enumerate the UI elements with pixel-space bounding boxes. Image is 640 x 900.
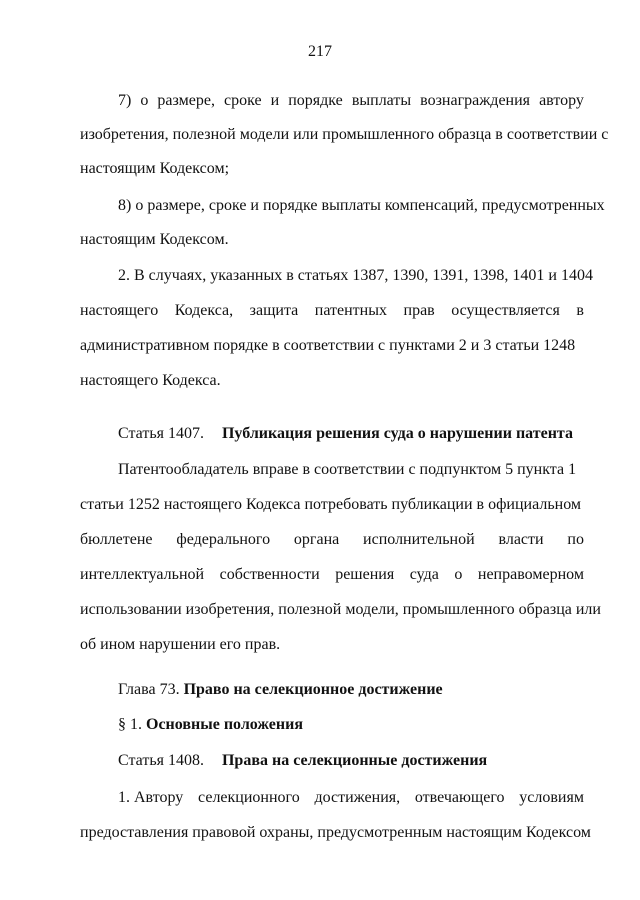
- chapter-title: Право на селекционное достижение: [183, 681, 443, 698]
- point-2-line-2: [80, 301, 584, 321]
- point-2-line-3: административном порядке в соответствии с пунктами 2 и 3 статьи 1248: [80, 337, 576, 354]
- article-1407-line-3: [80, 530, 584, 550]
- article-1407-line-5: использовании изобретения, полезной модели, промышленного образца или: [80, 601, 601, 618]
- article-title: Права на селекционные достижения: [221, 752, 488, 769]
- word: патентных: [314, 302, 387, 319]
- word: автору: [539, 92, 584, 109]
- article-1408-heading: [118, 751, 584, 771]
- word: органа: [293, 531, 340, 548]
- item-8-line-1: 8) о размере, сроке и порядке выплаты компенсаций, предусмотренных: [118, 197, 605, 214]
- point-2-line-4: настоящего Кодекса.: [80, 372, 221, 389]
- article-1407-line-1: Патентообладатель вправе в соответствии с подпунктом 5 пункта 1: [118, 461, 577, 478]
- chapter-heading: [118, 680, 584, 700]
- word: настоящего: [80, 302, 159, 319]
- section-title: Основные положения: [146, 716, 303, 733]
- word: селекционного: [198, 789, 300, 806]
- word: о: [140, 92, 149, 109]
- article-1407-line-4: [80, 565, 584, 585]
- point-2-line-1: 2. В случаях, указанных в статьях 1387, 1390, 1391, 1398, 1401 и 1404: [118, 267, 593, 284]
- word: собственности: [219, 566, 320, 583]
- word: в: [576, 302, 584, 319]
- section-heading: [118, 715, 584, 735]
- page-number: 217: [308, 43, 332, 60]
- word: выплаты: [351, 92, 412, 109]
- word: власти: [498, 531, 544, 548]
- word: достижения,: [314, 789, 401, 806]
- word: 7): [118, 92, 132, 109]
- word: и: [270, 92, 280, 109]
- section-label: § 1.: [118, 716, 142, 733]
- word: вознаграждения: [420, 92, 531, 109]
- word: защита: [249, 302, 299, 319]
- item-7-line-3: настоящим Кодексом;: [80, 160, 230, 177]
- word: условиям: [519, 789, 584, 806]
- word: интеллектуальной: [80, 566, 205, 583]
- article-title: Публикация решения суда о нарушении патента: [221, 425, 573, 442]
- item-7-line-1: [118, 91, 584, 111]
- word: бюллетене: [80, 531, 153, 548]
- word: 1. Автору: [118, 789, 184, 806]
- article-1408-line-2: предоставления правовой охраны, предусмотренным настоящим Кодексом: [80, 824, 591, 841]
- article-label: Статья 1408.: [118, 752, 204, 769]
- word: порядке: [288, 92, 343, 109]
- word: сроке: [224, 92, 262, 109]
- word: неправомерном: [477, 566, 584, 583]
- article-1407-line-6: об ином нарушении его прав.: [80, 636, 281, 653]
- word: суда: [409, 566, 439, 583]
- article-1407-heading: [118, 424, 584, 444]
- article-1407-line-2: статьи 1252 настоящего Кодекса потребовать публикации в официальном: [80, 496, 582, 513]
- word: о: [454, 566, 463, 583]
- word: прав: [403, 302, 435, 319]
- word: исполнительной: [363, 531, 475, 548]
- article-label: Статья 1407.: [118, 425, 204, 442]
- word: размере,: [157, 92, 215, 109]
- item-8-line-2: настоящим Кодексом.: [80, 231, 229, 248]
- chapter-label: Глава 73.: [118, 681, 180, 698]
- item-7-line-2: изобретения, полезной модели или промышленного образца в соответствии с: [80, 126, 609, 143]
- word: федерального: [176, 531, 271, 548]
- word: отвечающего: [414, 789, 505, 806]
- word: по: [567, 531, 584, 548]
- word: осуществляется: [451, 302, 560, 319]
- word: решения: [335, 566, 395, 583]
- article-1408-line-1: [118, 788, 584, 808]
- word: Кодекса,: [174, 302, 234, 319]
